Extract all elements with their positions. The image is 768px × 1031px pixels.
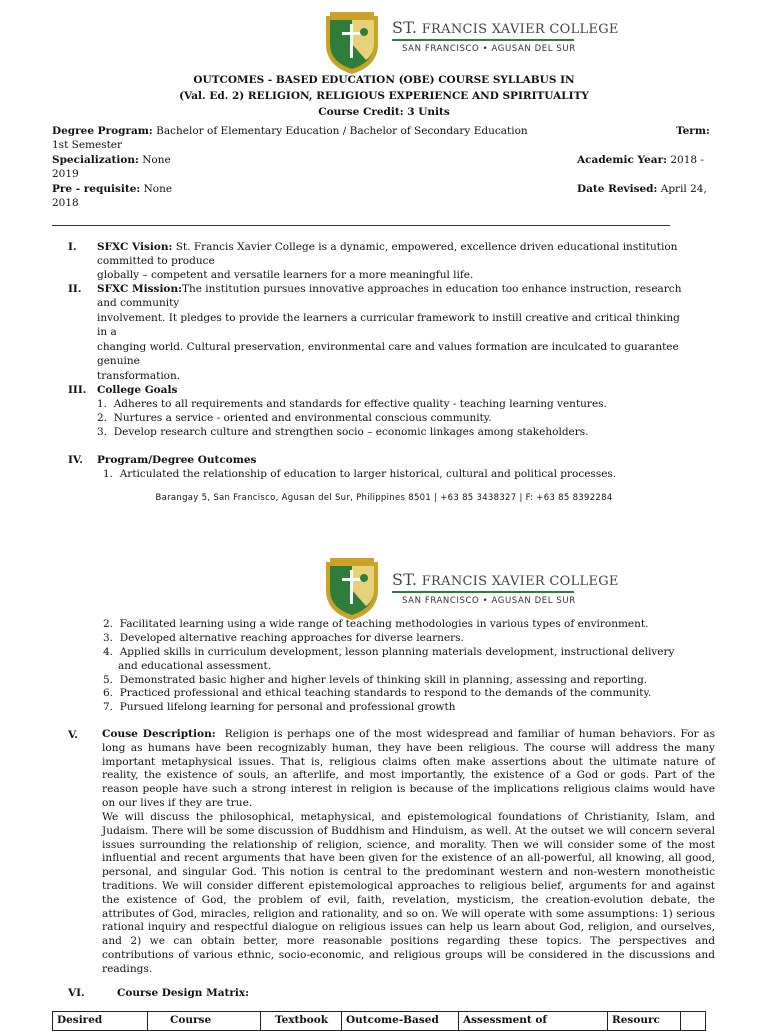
list-item: 5. Demonstrated basic higher and higher levels of thinking skill in planning, assessing and reporting. [103,674,648,686]
college-location: SAN FRANCISCO • AGUSAN DEL SUR [402,44,576,54]
mission-text-cont: involvement. It pledges to provide the learners a curricular framework to instill creative and critical thinking [97,312,680,324]
table-header-cell: Course [148,1012,261,1031]
vision-text-cont: globally – competent and versatile learners for a more meaningful life. [97,269,474,281]
list-item: 4. Applied skills in curriculum development, lesson planning materials development, instructional delivery [103,646,675,658]
mission-text-cont: in a [97,326,117,338]
table-header-cell: Assessment of [459,1012,608,1031]
term-label: Term: [676,125,710,137]
mission-text-cont: changing world. Cultural preservation, environmental care and values formation are inculcated to guarantee [97,341,679,353]
table-header-cell: Resourc [608,1012,681,1031]
list-item: 3. Developed alternative reaching approaches for diverse learners. [103,632,464,644]
degree-program: Degree Program: Bachelor of Elementary Education / Bachelor of Secondary Education [52,125,528,137]
outcomes-heading: Program/Degree Outcomes [97,454,257,466]
section-numeral: III. [68,384,87,396]
syllabus-title-line1: OUTCOMES - BASED EDUCATION (OBE) COURSE SYLLABUS IN [193,74,575,86]
list-item: 2. Facilitated learning using a wide range of teaching methodologies in various types of environment. [103,618,649,630]
section-numeral: V. [68,729,78,741]
list-item: 6. Practiced professional and ethical teaching standards to respond to the demands of the community. [103,687,652,699]
table-header-cell: Outcome-Based [342,1012,459,1031]
list-item: 1. Adheres to all requirements and standards for effective quality - teaching learning ventures. [97,398,607,410]
list-item: 7. Pursued lifelong learning for personal and professional growth [103,701,456,713]
course-description: Couse Description: Religion is perhaps one of the most widespread and familiar of human behaviors. For as long as humans have been recognizably human, they have been religious. The course will address the many important metaphysical issues. That is, religious claims often make assertions about the ultimate nature of reality, the existence of souls, an afterlife, and most importantly, the existence of a God or gods. Part of the reason people have such a strong interest in religion is because of the implications religious claims would have on our lives if they are true. [102,728,715,809]
syllabus-title-line2: (Val. Ed. 2) RELIGION, RELIGIOUS EXPERIENCE AND SPIRITUALITY [179,90,589,102]
table-row [53,1012,706,1031]
course-design-matrix [52,1011,706,1031]
section-numeral: VI. [68,987,85,999]
table-header-cell [681,1012,706,1031]
section-numeral: II. [68,283,82,295]
prerequisite: Pre - requisite: None [52,183,173,195]
list-item: 3. Develop research culture and strengthen socio – economic linkages among stakeholders. [97,426,589,438]
college-seal-icon [322,10,382,76]
mission-text-cont: genuine [97,355,140,367]
course-description-cont: We will discuss the philosophical, metaphysical, and epistemological foundations of Christianity, Islam, and Judaism. There will be some discussion of Buddhism and Hinduism, as well. At the outset we will concern several issues surrounding the relationship of religion, science, and morality. Then we will consider some of the most influential and recent arguments that have been given for the existence of an all-powerful, all knowing, all good, personal, and singular God. This notion is central to the predominant western and non-western monotheistic traditions. We will consider different epistemological approaches to religious belief, arguments for and against the existence of God, the problem of evil, faith, revelation, mysticism, the creation-evolution debate, the attributes of God, miracles, religion and rationality, and so on. We will operate with some assumptions: 1) serious rational inquiry and respectful dialogue on religious issues can help us learn about God, religion, and ourselves, and 2) we can obtain better, more reasonable positions regarding these topics. The perspectives and contributions of various ethnic, socio-economic, and religious groups will be considered in the discussions and readings. [102,811,715,975]
course-credit: Course Credit: 3 Units [318,106,450,118]
specialization: Specialization: None [52,154,171,166]
academic-year-cont: 2019 [52,168,79,180]
college-name: ST. FRANCIS XAVIER COLLEGE [392,18,619,37]
college-header [0,556,768,626]
date-revised: Date Revised: April 24, [577,183,707,195]
college-rule [392,591,574,593]
college-name: ST. FRANCIS XAVIER COLLEGE [392,570,619,589]
vision-text-cont: committed to produce [97,255,215,267]
college-rule [392,39,574,41]
goals-heading: College Goals [97,384,178,396]
vision-text: SFXC Vision: St. Francis Xavier College is a dynamic, empowered, excellence driven educational institution [97,241,678,253]
college-seal-icon [322,556,382,622]
mission-text: SFXC Mission:The institution pursues innovative approaches in education too enhance instruction, research [97,283,682,295]
table-header-cell: Textbook [261,1012,342,1031]
list-item: 1. Articulated the relationship of education to larger historical, cultural and political processes. [103,468,617,480]
mission-text-cont: and community [97,297,180,309]
section-numeral: IV. [68,454,83,466]
college-header [0,10,768,80]
college-location: SAN FRANCISCO • AGUSAN DEL SUR [402,596,576,606]
section-numeral: I. [68,241,77,253]
table-header-cell: Desired [53,1012,148,1031]
list-item-cont: and educational assessment. [118,660,272,672]
date-revised-cont: 2018 [52,197,79,209]
footer-address: Barangay 5, San Francisco, Agusan del Sur, Philippines 8501 | +63 85 3438327 | F: +63 85 8392284 [155,493,613,503]
mission-text-cont: transformation. [97,370,181,382]
term-value: 1st Semester [52,139,123,151]
matrix-heading: Course Design Matrix: [117,987,250,999]
list-item: 2. Nurtures a service - oriented and environmental conscious community. [97,412,492,424]
academic-year: Academic Year: 2018 - [577,154,704,166]
meta-divider [52,225,670,226]
